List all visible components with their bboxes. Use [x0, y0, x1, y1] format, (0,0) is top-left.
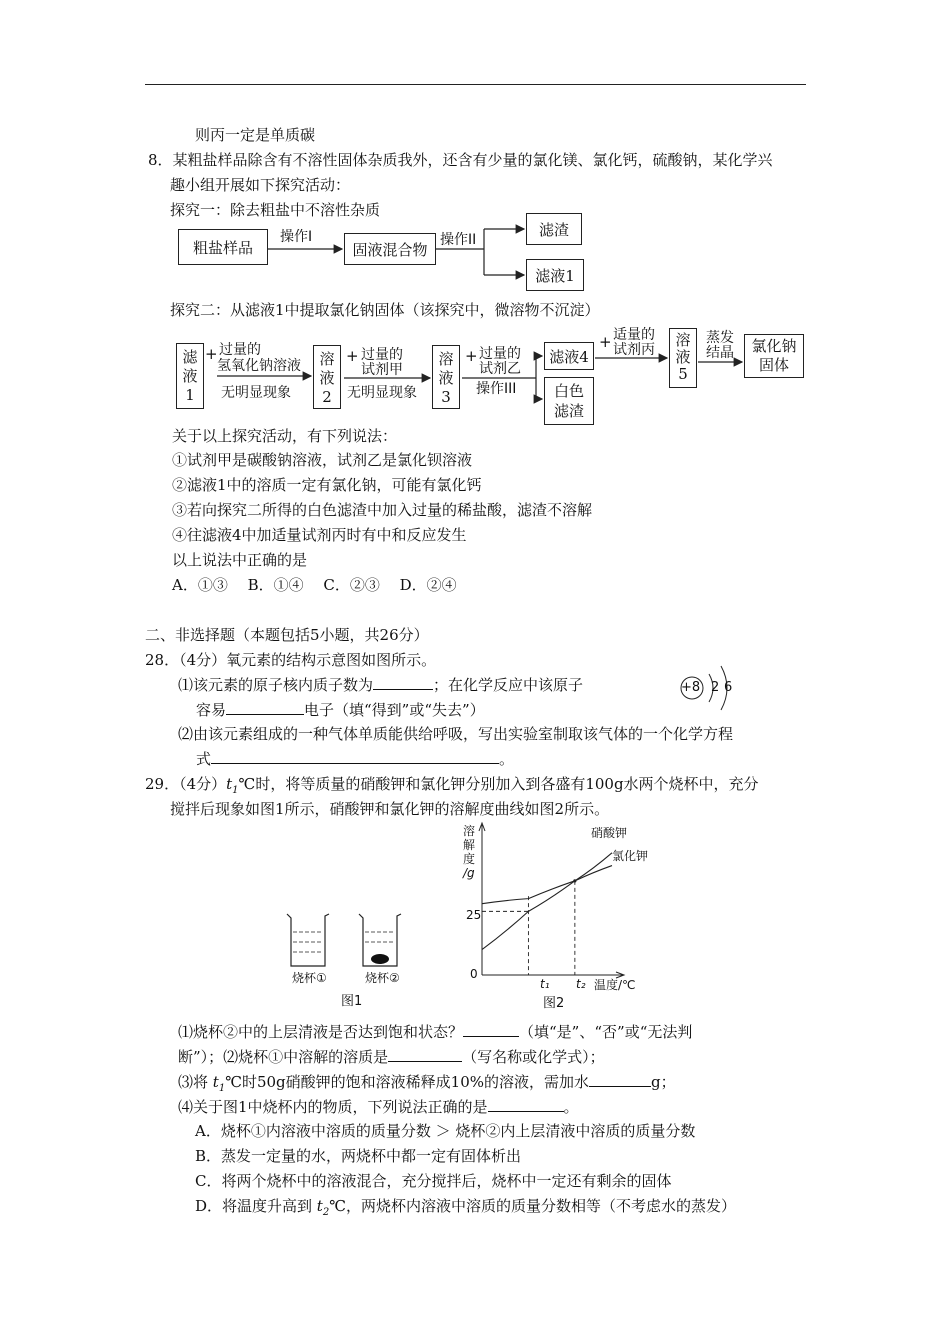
f2-a2-bottom: 无明显现象 [347, 385, 417, 401]
f2-plus-1: + [205, 345, 218, 363]
f2-a5-top2: 结晶 [706, 345, 734, 361]
f2-b2-c1: 溶 [319, 350, 335, 368]
x-tick-t2: t₂ [576, 977, 586, 991]
beaker-1-label: 烧杯① [292, 971, 327, 985]
f2-b7-l2: 固体 [758, 356, 789, 374]
f2-plus-3: + [465, 347, 478, 365]
f2-b2-c3: 2 [322, 388, 332, 406]
f2-b1-c1: 滤 [182, 348, 198, 366]
q28-head: 28．（4分）氧元素的结构示意图如图所示。 [145, 651, 437, 669]
q29-option-c: C．将两个烧杯中的溶液混合，充分搅拌后，烧杯中一定还有剩余的固体 [195, 1172, 672, 1190]
q28-p2-text-b: 式 [196, 750, 212, 768]
f1-box-residue: 滤渣 [526, 213, 582, 245]
f1-op1-label: 操作I [280, 229, 313, 245]
q28-p1-text-b: ；在化学反应中该原子 [433, 676, 584, 694]
f1-op2-label: 操作II [440, 232, 477, 248]
chart-ylabel-c2: 解 [463, 838, 476, 852]
q29-option-a: A．烧杯①内溶液中溶质的质量分数 ＞ 烧杯②内上层清液中溶质的质量分数 [195, 1122, 696, 1140]
beaker-2-label: 烧杯② [365, 971, 400, 985]
f2-box-filtrate4: 滤液4 [544, 342, 594, 370]
atom-shell-2-electrons: 6 [724, 680, 733, 695]
q29-head-t-sub: 1 [232, 785, 239, 796]
q28-p1-text-d: 电子（填“得到”或“失去”） [304, 701, 485, 719]
q29-optd-text-b: ℃，两烧杯内溶液中溶质的质量分数相等（不考虑水的蒸发） [329, 1197, 736, 1215]
q29-p3-t: t [212, 1073, 219, 1091]
f2-b1-c2: 液 [182, 367, 198, 385]
f2-b6-c1: 溶 [675, 331, 691, 349]
x-tick-t1: t₁ [540, 977, 550, 991]
q8-statement-2: ②滤液1中的溶质一定有氯化钠，可能有氯化钙 [172, 476, 482, 494]
q29-p3-text-c: g； [651, 1073, 676, 1091]
chart-ylabel-c4: /g [463, 866, 475, 880]
f2-a3-bottom: 操作III [476, 381, 517, 397]
q29-p1-text-b: （填“是”、“否”或“无法判 [519, 1023, 693, 1041]
q29-part3 [178, 1072, 676, 1099]
intersection-point [573, 879, 576, 882]
chart-ylabel-c1: 溶 [463, 824, 476, 838]
q8-options: A．①③ B．①④ C．②③ D．②④ [172, 576, 457, 594]
y-tick-0: 0 [470, 967, 478, 981]
f2-b2-c2: 液 [319, 369, 335, 387]
q29-p1-text-c: 断”）；⑵烧杯①中溶解的溶质是 [178, 1048, 389, 1066]
q29-part1-line1 [178, 1022, 692, 1042]
section-2-title: 二、非选择题（本题包括5小题，共26分） [145, 626, 429, 644]
q8-line1: 8．某粗盐样品除含有不溶性固体杂质我外，还含有少量的氯化镁、氯化钙，硫酸钠，某化学兴 [148, 151, 773, 169]
f2-a3-top2: 试剂乙 [479, 361, 521, 377]
q28-part2-line1: ⑵由该元素组成的一种气体单质能供给呼吸，写出实验室制取该气体的一个化学方程 [178, 725, 734, 743]
f2-a2-top1: 过量的 [361, 347, 403, 363]
f2-a1-bottom: 无明显现象 [221, 385, 291, 401]
atom-shell-1-electrons: 2 [711, 680, 720, 695]
q29-blank-water[interactable] [589, 1072, 651, 1087]
q8-statement-1: ①试剂甲是碳酸钠溶液，试剂乙是氯化钡溶液 [172, 451, 473, 469]
q29-optd-t: t [316, 1197, 323, 1215]
q29-option-b: B．蒸发一定量的水，两烧杯中都一定有固体析出 [195, 1147, 522, 1165]
f2-b1-c3: 1 [185, 386, 195, 404]
f2-b6-c2: 液 [675, 348, 691, 366]
q8-intro: 关于以上探究活动，有下列说法： [172, 427, 398, 445]
f2-a3-top1: 过量的 [479, 346, 521, 362]
f2-b3-c2: 液 [438, 369, 454, 387]
q29-option-d [195, 1196, 736, 1223]
q29-p4-text-b: 。 [563, 1098, 579, 1116]
q28-p2-text-c: 。 [499, 750, 515, 768]
q29-head-b: ℃时，将等质量的硝酸钾和氯化钾分别加入到各盛有100g水两个烧杯中，充分 [238, 775, 759, 793]
q29-p3-t-sub: 1 [218, 1083, 226, 1094]
q29-part1-line2 [178, 1047, 605, 1067]
f1-box-crude-salt: 粗盐样品 [178, 229, 268, 265]
legend-kno3: 硝酸钾 [591, 826, 628, 840]
f1-box-filtrate1: 滤液1 [526, 259, 584, 291]
legend-kcl: 氯化钾 [612, 849, 649, 863]
explore2-title: 探究二：从滤液1中提取氯化钠固体（该探究中，微溶物不沉淀） [170, 301, 600, 319]
f2-a4-top2: 试剂丙 [613, 342, 655, 358]
q29-blank-solute[interactable] [388, 1047, 462, 1062]
f2-a5-top1: 蒸发 [706, 330, 734, 346]
atom-nucleus: +8 [681, 680, 701, 695]
explore1-title: 探究一：除去粗盐中不溶性杂质 [170, 201, 381, 219]
chart-ylabel-c3: 度 [463, 852, 476, 866]
f2-b3-c3: 3 [441, 388, 451, 406]
q29-optd-t-sub: 2 [322, 1207, 330, 1218]
q28-p1-text-c: 容易 [196, 701, 227, 719]
f2-plus-4: + [599, 333, 612, 351]
q29-p3-text-a: ⑶将 [178, 1073, 213, 1091]
f2-b6-c3: 5 [678, 365, 688, 383]
q8-line2: 趣小组开展如下探究活动： [170, 176, 351, 194]
series-line-kcl [482, 866, 612, 904]
q29-p4-text-a: ⑷关于图1中烧杯内的物质，下列说法正确的是 [178, 1098, 488, 1116]
q29-optd-text-a: D．将温度升高到 [195, 1197, 317, 1215]
q8-statement-4: ④往滤液4中加适量试剂丙时有中和反应发生 [172, 526, 467, 544]
f2-a4-top1: 适量的 [613, 327, 655, 343]
f2-a1-top1: 过量的 [219, 342, 261, 358]
f2-b5-l2: 滤渣 [553, 402, 584, 420]
y-tick-25: 25 [466, 908, 482, 922]
f2-a1-top2: 氢氧化钠溶液 [217, 358, 301, 374]
f2-plus-2: + [346, 347, 359, 365]
f1-box-mixture: 固液混合物 [344, 233, 436, 265]
q29-p1-text-d: （写名称或化学式）； [462, 1048, 605, 1066]
q8-ask: 以上说法中正确的是 [172, 551, 308, 569]
q29-p3-text-b: ℃时50g硝酸钾的饱和溶液稀释成10%的溶液，需加水 [225, 1073, 589, 1091]
q7-tail: 则丙一定是单质碳 [195, 126, 316, 144]
f2-b7-l1: 氯化钠 [751, 337, 797, 355]
q29-blank-saturated[interactable] [463, 1022, 519, 1037]
figure-2-caption: 图2 [543, 996, 565, 1011]
q29-part4 [178, 1097, 579, 1117]
q28-p1-text-a: ⑴该元素的原子核内质子数为 [178, 676, 374, 694]
f2-b5-l1: 白色 [553, 382, 584, 400]
figure-1-caption: 图1 [341, 994, 363, 1009]
q29-blank-correct[interactable] [488, 1097, 564, 1112]
q29-head-a: 29．（4分） [145, 775, 227, 793]
q8-statement-3: ③若向探究二所得的白色滤渣中加入过量的稀盐酸，滤渣不溶解 [172, 501, 593, 519]
q29-line2: 搅拌后现象如图1所示，硝酸钾和氯化钾的溶解度曲线如图2所示。 [170, 800, 610, 818]
chart-xlabel: 温度/℃ [594, 978, 636, 992]
f2-a2-top2: 试剂甲 [361, 362, 403, 378]
f2-b3-c1: 溶 [438, 350, 454, 368]
q29-head-t: t [226, 775, 233, 793]
q29-p1-text-a: ⑴烧杯②中的上层清液是否达到饱和状态？ [178, 1023, 464, 1041]
